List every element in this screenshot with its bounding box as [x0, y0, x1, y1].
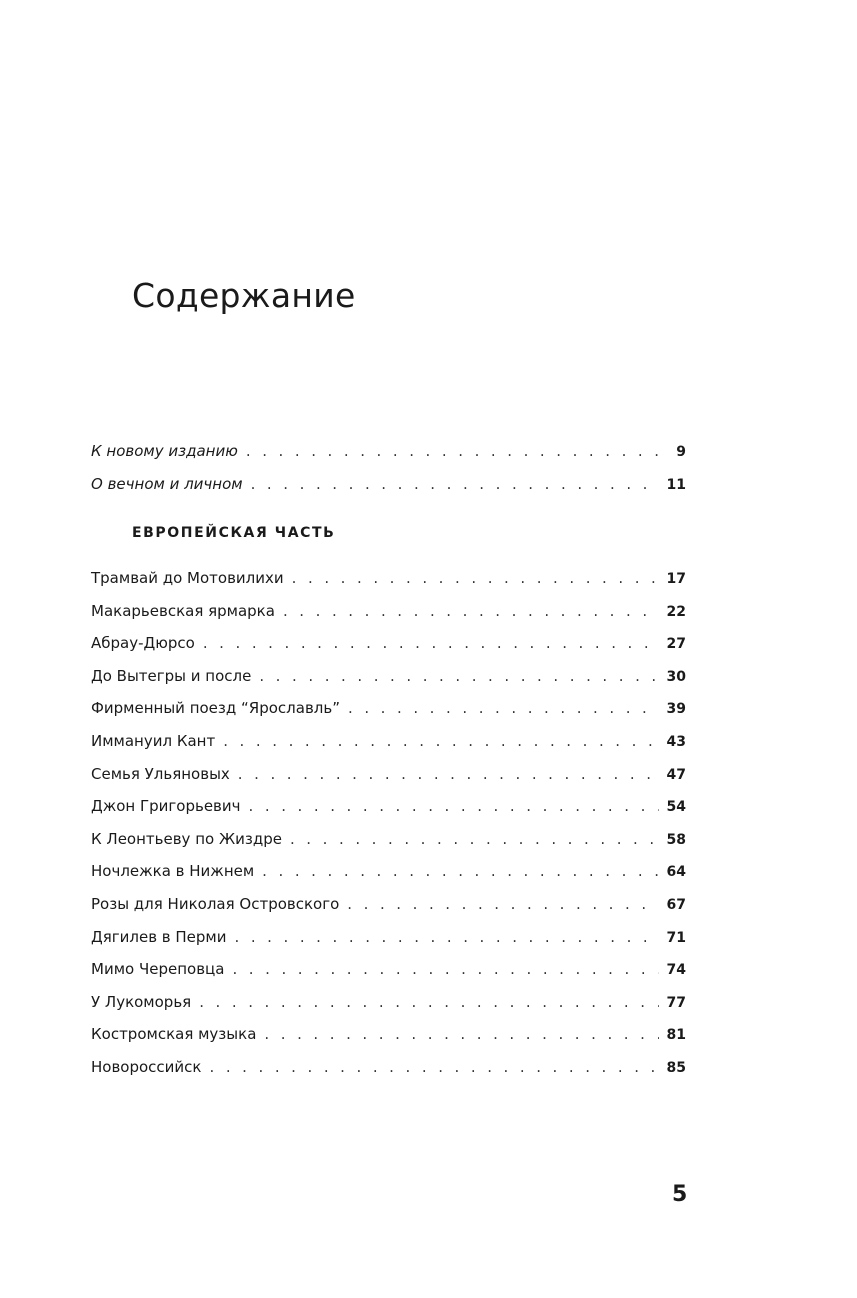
toc-entry-label: Новороссийск — [91, 1057, 202, 1076]
toc-section-list — [91, 562, 686, 1084]
dot-leader — [232, 953, 658, 986]
toc-entry[interactable] — [91, 468, 686, 501]
toc-entry[interactable] — [91, 855, 686, 888]
toc-entry-label: Иммануил Кант — [91, 731, 216, 750]
toc-entry-label: Мимо Череповца — [91, 960, 225, 979]
toc-entry-label: О вечном и личном — [91, 474, 243, 493]
toc-entry-page: 27 — [666, 636, 686, 653]
toc-entry-label: Фирменный поезд “Ярославль” — [91, 699, 340, 718]
toc-entry[interactable] — [91, 562, 686, 595]
toc-entry-label: Джон Григорьевич — [91, 797, 241, 816]
toc-entry-label: Трамвай до Мотовилихи — [91, 569, 284, 587]
toc-intro-list — [91, 435, 686, 500]
toc-entry-label: У Лукоморья — [91, 992, 192, 1011]
dot-leader — [264, 1018, 658, 1051]
toc-entry-page: 30 — [666, 668, 686, 685]
toc-entry-page: 47 — [666, 766, 686, 783]
dot-leader — [199, 986, 658, 1019]
dot-leader — [203, 627, 659, 660]
dot-leader — [223, 725, 658, 758]
toc-entry-page: 74 — [666, 962, 686, 979]
toc-entry[interactable] — [91, 790, 686, 823]
toc-entry-label: К Леонтьеву по Жиздре — [91, 829, 282, 848]
dot-leader — [290, 823, 659, 856]
toc-entry-page: 81 — [666, 1027, 686, 1044]
toc-entry[interactable] — [91, 953, 686, 986]
toc-entry-label: Розы для Николая Островского — [91, 894, 340, 913]
toc-entry-label: Ночлежка в Нижнем — [91, 862, 255, 881]
toc-entry-page: 43 — [666, 733, 686, 750]
toc-entry[interactable] — [91, 888, 686, 921]
toc-entry[interactable] — [91, 921, 686, 954]
toc-entry-page: 77 — [666, 994, 686, 1011]
dot-leader — [235, 921, 659, 954]
dot-leader — [251, 468, 659, 501]
toc-entry-page: 9 — [676, 444, 686, 460]
toc-entry[interactable] — [91, 986, 686, 1019]
toc-entry-label: Макарьевская ярмарка — [91, 601, 275, 620]
dot-leader — [347, 888, 658, 921]
toc-entry[interactable] — [91, 435, 686, 468]
toc-entry[interactable] — [91, 823, 686, 856]
section-heading: ЕВРОПЕЙСКАЯ ЧАСТЬ — [132, 525, 336, 541]
dot-leader — [249, 790, 659, 823]
toc-entry[interactable] — [91, 627, 686, 660]
toc-entry[interactable] — [91, 1018, 686, 1051]
toc-entry-label: К новому изданию — [91, 442, 238, 460]
toc-entry-label: Семья Ульяновых — [91, 764, 230, 783]
dot-leader — [292, 562, 659, 595]
dot-leader — [348, 692, 659, 725]
toc-entry-page: 64 — [666, 864, 686, 881]
toc-entry[interactable] — [91, 595, 686, 628]
toc-entry[interactable] — [91, 660, 686, 693]
dot-leader — [259, 660, 658, 693]
toc-entry[interactable] — [91, 1051, 686, 1084]
toc-entry-page: 22 — [666, 603, 686, 620]
toc-entry-label: До Вытегры и после — [91, 666, 252, 685]
toc-entry-page: 11 — [666, 476, 686, 493]
toc-entry-page: 17 — [666, 571, 686, 587]
toc-entry-page: 85 — [666, 1059, 686, 1076]
page-number: 5 — [672, 1182, 688, 1207]
page-title: Содержание — [132, 276, 356, 315]
dot-leader — [246, 435, 668, 468]
toc-entry-label: Костромская музыка — [91, 1025, 257, 1044]
toc-entry[interactable] — [91, 758, 686, 791]
toc-entry-page: 71 — [666, 929, 686, 946]
toc-entry-page: 39 — [666, 701, 686, 718]
toc-entry-page: 58 — [666, 831, 686, 848]
toc-entry-page: 67 — [666, 896, 686, 913]
toc-entry[interactable] — [91, 725, 686, 758]
dot-leader — [262, 855, 658, 888]
toc-entry-page: 54 — [666, 799, 686, 816]
toc-entry-label: Абрау-Дюрсо — [91, 634, 195, 653]
dot-leader — [238, 758, 659, 791]
dot-leader — [209, 1051, 658, 1084]
dot-leader — [283, 595, 659, 628]
toc-entry[interactable] — [91, 692, 686, 725]
toc-entry-label: Дягилев в Перми — [91, 927, 227, 946]
